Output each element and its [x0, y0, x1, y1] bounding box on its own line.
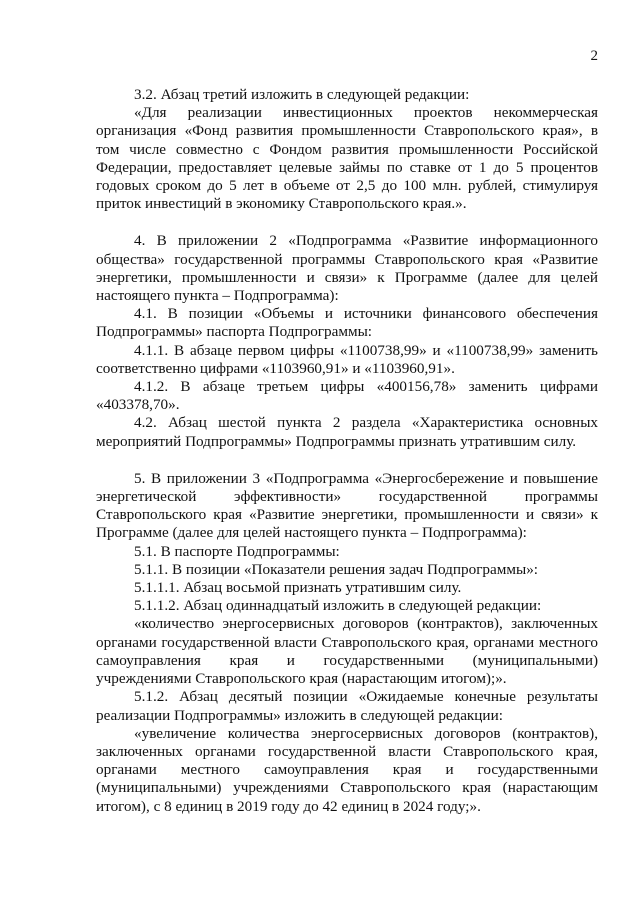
paragraph-4: 4. В приложении 2 «Подпрограмма «Развитие информационного общества» государственной программы Ставропольского края «Развитие энергетики, промышленности и связи» к Программе (далее для целей настоящего пункта – Подпрограмма):: [96, 232, 598, 305]
document-body: [96, 86, 598, 816]
paragraph-5-1: 5.1. В паспорте Подпрограммы:: [134, 542, 340, 560]
paragraph-5-1-2-quote: «увеличение количества энергосервисных договоров (контрактов), заключенных органами государственной власти Ставропольского края, органами местного самоуправления края и государственными (муниципальными) учреждениями Ставропольского края (нарастающим итогом), с 8 единиц в 2019 году до 42 единиц в 2024 году;».: [96, 724, 598, 815]
paragraph-4-1-1: 4.1.1. В абзаце первом цифры «1100738,99» и «1100738,99» заменить соответственно цифрами «1103960,91» и «1103960,91».: [96, 341, 598, 377]
paragraph-5-1-2: 5.1.2. Абзац десятый позиции «Ожидаемые конечные результаты реализации Подпрограммы» изложить в следующей редакции:: [96, 688, 598, 724]
paragraph-5-1-1: 5.1.1. В позиции «Показатели решения задач Подпрограммы»:: [134, 560, 539, 578]
paragraph-5-1-1-2-quote: «количество энергосервисных договоров (контрактов), заключенных органами государственной власти Ставропольского края, органами местного самоуправления края и государственными (муниципальными) учреждениями Ставропольского края (нарастающим итогом);».: [96, 615, 598, 688]
paragraph-5-1-1-1: 5.1.1.1. Абзац восьмой признать утратившим силу.: [134, 579, 462, 597]
page-number: 2: [590, 48, 598, 64]
paragraph-4-1: 4.1. В позиции «Объемы и источники финансового обеспечения Подпрограммы» паспорта Подпрограммы:: [96, 305, 598, 341]
paragraph-5: 5. В приложении 3 «Подпрограмма «Энергосбережение и повышение энергетической эффективности» государственной программы Ставропольского края «Развитие энергетики, промышленности и связи» к Программе (далее для целей настоящего пункта – Подпрограмма):: [96, 469, 598, 542]
paragraph-3-2: 3.2. Абзац третий изложить в следующей редакции:: [134, 86, 470, 103]
paragraph-4-2: 4.2. Абзац шестой пункта 2 раздела «Характеристика основных мероприятий Подпрограммы» Подпрограммы признать утратившим силу.: [96, 414, 598, 450]
paragraph-3-2-quote: «Для реализации инвестиционных проектов некоммерческая организация «Фонд развития промышленности Ставропольского края», в том числе совместно с Фондом развития промышленности Российской Федерации, предоставляет целевые займы по ставке от 1 до 5 процентов годовых сроком до 5 лет в объеме от 2,5 до 100 млн. рублей, стимулируя приток инвестиций в экономику Ставропольского края.».: [96, 104, 598, 213]
paragraph-5-1-1-2: 5.1.1.2. Абзац одиннадцатый изложить в следующей редакции:: [134, 597, 542, 615]
paragraph-4-1-2: 4.1.2. В абзаце третьем цифры «400156,78» заменить цифрами «403378,70».: [96, 378, 598, 414]
